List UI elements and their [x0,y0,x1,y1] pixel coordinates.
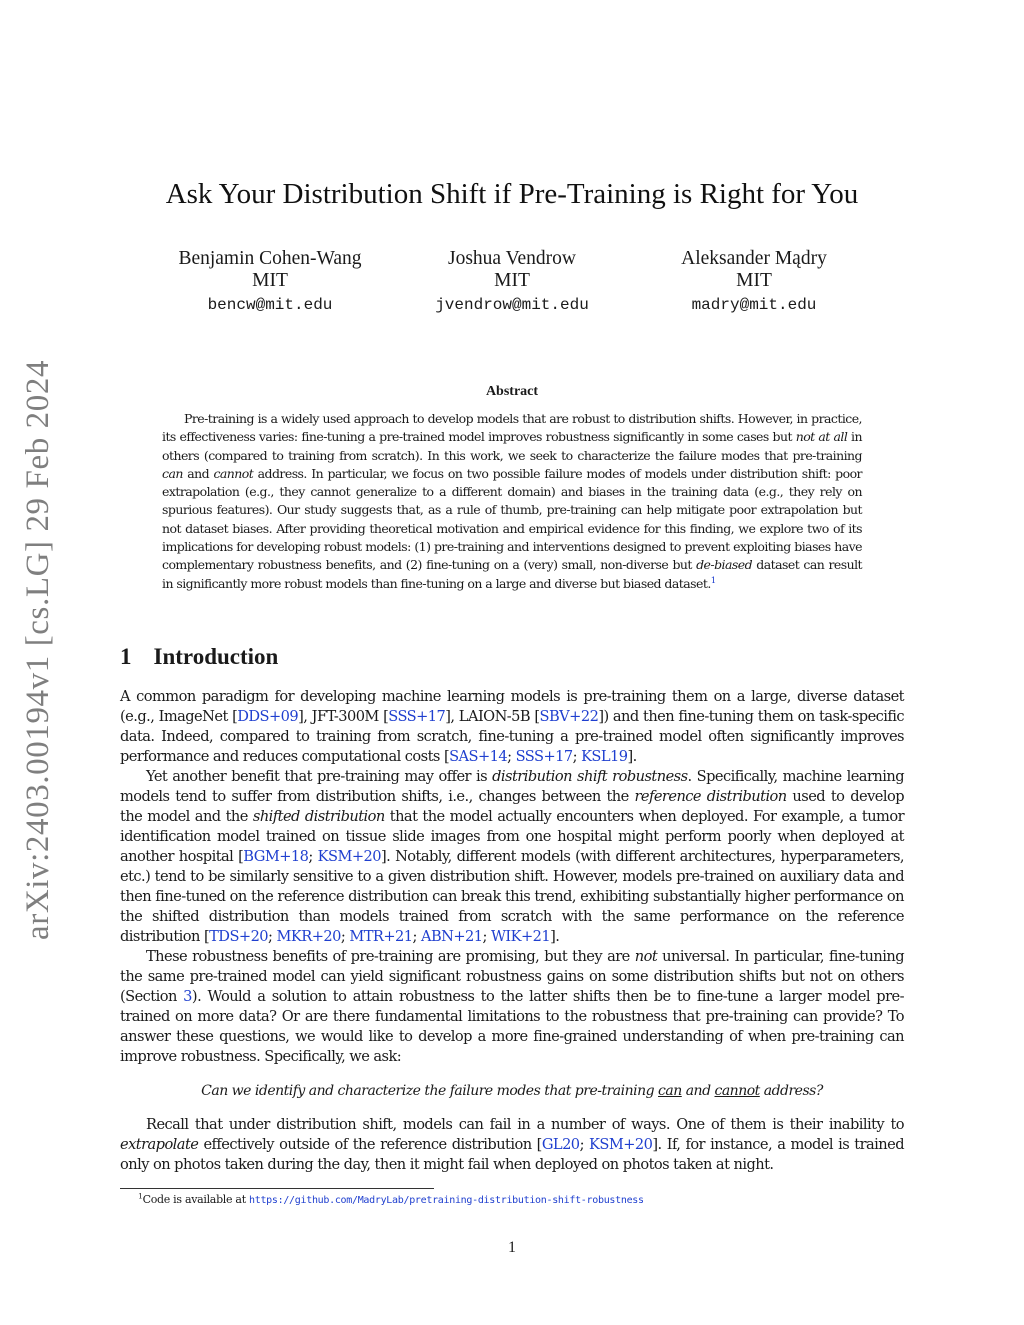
author-block [150,248,390,316]
author-block [392,248,632,316]
citation-link[interactable]: DDS+09 [237,708,299,725]
paper-title: Ask Your Distribution Shift if Pre-Training is Right for You [165,178,859,210]
page-number: 1 [508,1239,516,1256]
author-email[interactable]: bencw@mit.edu [207,296,333,314]
separator: ; [507,748,516,765]
emphasis: extrapolate [120,1136,199,1153]
separator: ; [579,1136,590,1153]
abstract-emphasis: cannot [213,465,254,481]
author-affiliation: MIT [736,270,772,291]
author-affiliation: MIT [494,270,530,291]
author-list [150,248,874,316]
separator: ; [412,928,421,945]
text-run: ]. Notably, different models (with different architectures, hyperparameters, etc.) tend to be similarly sensitive to a given distribution shift. However, models pre-trained on auxiliary data and then fine-tuned on the reference distribution can break this trend, exhibiting substantially higher performance on the shifted distribution than models trained from scratch with the same performance on the reference distribution [ [120,848,904,945]
author-name: Joshua Vendrow [447,248,576,269]
paragraph [120,1115,904,1175]
author-email[interactable]: jvendrow@mit.edu [435,296,589,314]
section-number: 1 [120,644,132,669]
author-email[interactable]: madry@mit.edu [691,296,817,314]
citation-link[interactable]: MKR+20 [276,928,341,945]
text-run: address? [759,1083,823,1099]
author-block [634,248,874,316]
separator: ; [340,928,350,945]
underlined-word: cannot [714,1083,760,1099]
citation-link[interactable]: ABN+21 [420,928,483,945]
abstract-text-run: and [182,465,214,481]
text-run: ]. If, for instance, a model is trained only on photos taken during the day, then it might fail when deployed on photos taken at night. [120,1136,904,1173]
text-run: Yet another benefit that pre-training may offer is [146,768,493,785]
text-run: ]. [550,928,560,945]
footnote [138,1193,644,1206]
abstract-text-run: dataset can result in significantly more robust models than fine-tuning on a large and diverse but biased dataset. [162,557,862,591]
author-name: Aleksander Mądry [681,248,827,269]
footnote-text: Code is available at [142,1193,250,1206]
citation-link[interactable]: MTR+21 [349,928,413,945]
code-url-link[interactable]: https://github.com/MadryLab/pretraining-distribution-shift-robustness [249,1195,644,1206]
text-run: effectively outside of the reference distribution [ [198,1136,542,1153]
abstract-emphasis: de-biased [696,557,753,573]
emphasis: not [634,948,658,965]
citation-link[interactable]: BGM+18 [243,848,309,865]
section-title: Introduction [153,644,279,669]
separator: ; [482,928,491,945]
paragraph [120,687,904,767]
emphasis: reference distribution [634,788,787,805]
footnote-marker-link[interactable]: 1 [710,575,716,586]
text-run: A common paradigm for developing machine learning models is pre-training them on a large, diverse dataset (e.g., ImageNet [ [120,688,904,725]
research-question [120,1081,904,1101]
paragraph [120,947,904,1067]
text-run: universal. In particular, fine-tuning the same pre-trained model can yield significant robustness gains on some distribution shifts but not on others (Section [120,948,904,1005]
abstract-heading: Abstract [485,384,539,399]
abstract-emphasis: can [162,465,183,481]
abstract-text-run: address. In particular, we focus on two possible failure modes of models under distribution shift: poor extrapolation (e.g., they cannot generalize to a different domain) and biases in the training data (e.g., they rely on spurious features). Our study suggests that, as a rule of thumb, pre-training can help mitigate poor extrapolation but not dataset biases. After providing theoretical motivation and empirical evidence for this finding, we explore two of its implications for developing robust models: (1) pre-training and interventions designed to prevent exploiting biases have complementary robustness benefits, and (2) fine-tuning on a (very) small, non-diverse but [162,465,862,573]
citation-link[interactable]: SAS+14 [449,748,508,765]
citation-link[interactable]: SSS+17 [515,748,573,765]
separator: ; [572,748,582,765]
text-run: ], LAION-5B [ [445,708,540,725]
abstract-text [162,410,862,593]
underlined-word: can [658,1083,682,1099]
citation-link[interactable]: KSL19 [581,748,628,765]
author-name: Benjamin Cohen-Wang [178,248,362,269]
citation-link[interactable]: TDS+20 [209,928,269,945]
author-affiliation: MIT [252,270,288,291]
citation-link[interactable]: SSS+17 [388,708,446,725]
citation-link[interactable]: GL20 [541,1136,580,1153]
abstract-text-run: in others (compared to training from scratch). In this work, we seek to characterize the failure modes that pre-training [162,429,862,463]
citation-link[interactable]: WIK+21 [490,928,551,945]
paragraph [120,767,904,947]
text-run: ]) and then fine-tuning them on task-specific data. Indeed, compared to training from scratch, fine-tuning a pre-trained model often significantly improves performance and reduces computational costs [ [120,708,905,765]
text-run: and [681,1083,715,1099]
citation-link[interactable]: SBV+22 [539,708,599,725]
footnote-mark: 1 [138,1191,143,1201]
text-run: Can we identify and characterize the failure modes that pre-training [201,1083,659,1099]
footnote-divider [120,1188,434,1189]
text-run: These robustness benefits of pre-training are promising, but they are [146,948,635,965]
arxiv-stamp: arXiv:2403.00194v1 [cs.LG] 29 Feb 2024 [20,359,56,940]
abstract-emphasis: not at all [795,429,848,445]
text-run: Recall that under distribution shift, models can fail in a number of ways. One of them is their inability to [146,1116,904,1133]
text-run: ). Would a solution to attain robustness to the latter shifts then be to fine-tune a larger model pre-trained on more data? Or are there fundamental limitations to the robustness that pre-training can provide? To answer these questions, we would like to develop a more fine-grained understanding of when pre-training can improve robustness. Specifically, we ask: [120,988,904,1065]
text-run: that the model actually encounters when deployed. For example, a tumor identification model trained on tissue slide images from one hospital might perform poorly when deployed at another hospital [ [120,808,905,865]
text-run: used to develop the model and the [120,788,904,825]
text-run: ]. [627,748,637,765]
citation-link[interactable]: KSM+20 [589,1136,653,1153]
section-heading [120,644,300,670]
separator: ; [268,928,277,945]
abstract-text-run: Pre-training is a widely used approach to develop models that are robust to distribution shifts. However, in practice, its effectiveness varies: fine-tuning a pre-trained model improves robustness significantly in some cases but [162,411,862,445]
separator: ; [308,848,318,865]
introduction-body [120,687,904,1175]
section-ref-link[interactable]: 3 [183,988,192,1005]
text-run: ], JFT-300M [ [298,708,389,725]
emphasis: shifted distribution [252,808,385,825]
citation-link[interactable]: KSM+20 [317,848,381,865]
text-run: . Specifically, machine learning models tend to suffer from distribution shifts, i.e., changes between the [120,768,904,805]
emphasis: distribution shift robustness [492,768,688,785]
